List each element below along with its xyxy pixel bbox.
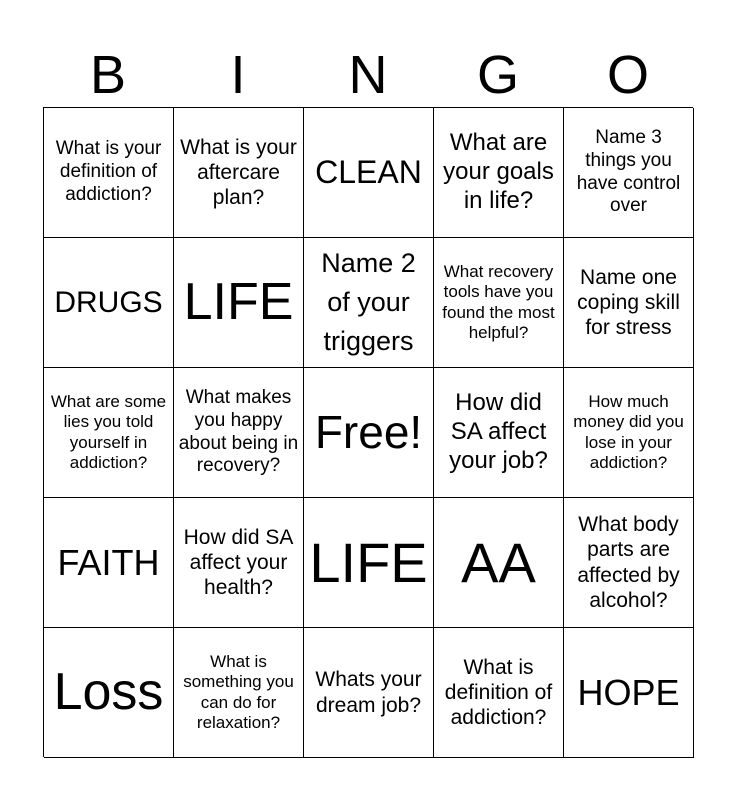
bingo-cell[interactable]: AA [434, 498, 564, 628]
bingo-cell[interactable]: Name 3 things you have control over [564, 108, 694, 238]
bingo-cell[interactable]: What are some lies you told yourself in addiction? [44, 368, 174, 498]
header-letter-b: B [89, 45, 127, 105]
header-letter-o: O [606, 45, 649, 105]
bingo-cell[interactable]: Name one coping skill for stress [564, 238, 694, 368]
bingo-cell[interactable]: LIFE [174, 238, 304, 368]
free-space-cell[interactable]: Free! [304, 368, 434, 498]
bingo-cell[interactable]: What is your definition of addiction? [44, 108, 174, 238]
header-letter-i: I [230, 45, 246, 105]
bingo-cell[interactable]: CLEAN [304, 108, 434, 238]
bingo-cell[interactable]: What are your goals in life? [434, 108, 564, 238]
bingo-cell[interactable]: Loss [44, 628, 174, 758]
bingo-cell[interactable]: How did SA affect your job? [434, 368, 564, 498]
header-letter-g: G [476, 45, 519, 105]
bingo-cell[interactable]: What body parts are affected by alcohol? [564, 498, 694, 628]
bingo-cell[interactable]: HOPE [564, 628, 694, 758]
bingo-cell[interactable]: LIFE [304, 498, 434, 628]
bingo-header [43, 44, 693, 106]
bingo-cell[interactable]: How much money did you lose in your addiction? [564, 368, 694, 498]
bingo-cell[interactable]: What recovery tools have you found the most helpful? [434, 238, 564, 368]
bingo-cell[interactable]: What is your aftercare plan? [174, 108, 304, 238]
bingo-grid [43, 107, 693, 757]
bingo-cell[interactable]: DRUGS [44, 238, 174, 368]
bingo-cell[interactable]: What is definition of addiction? [434, 628, 564, 758]
bingo-cell[interactable]: What is something you can do for relaxation? [174, 628, 304, 758]
bingo-cell[interactable]: Whats your dream job? [304, 628, 434, 758]
bingo-cell[interactable]: What makes you happy about being in recovery? [174, 368, 304, 498]
bingo-cell[interactable]: FAITH [44, 498, 174, 628]
bingo-cell[interactable]: Name 2 of your triggers [304, 238, 434, 368]
header-letter-n: N [348, 45, 388, 105]
bingo-cell[interactable]: How did SA affect your health? [174, 498, 304, 628]
